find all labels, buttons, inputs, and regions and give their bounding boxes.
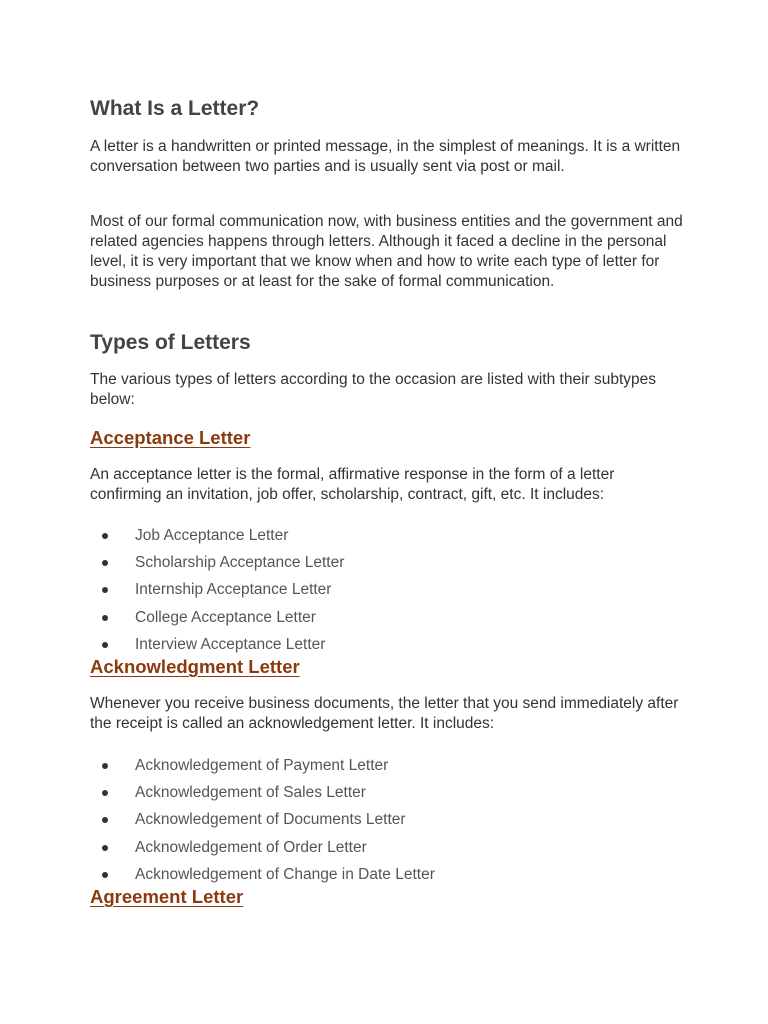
list-item bbox=[90, 553, 690, 580]
paragraph-types-intro: The various types of letters according to the occasion are listed with their subtypes below: bbox=[90, 371, 657, 408]
list-item bbox=[90, 580, 690, 607]
paragraph-acceptance-description: An acceptance letter is the formal, affirmative response in the form of a letter confirming an invitation, job offer, scholarship, contract, gift, etc. It includes: bbox=[90, 466, 615, 503]
bullet-icon bbox=[102, 533, 108, 539]
list-item bbox=[90, 608, 690, 635]
list-item-label: Internship Acceptance Letter bbox=[135, 581, 332, 599]
paragraph-letter-definition: A letter is a handwritten or printed message, in the simplest of meanings. It is a written conversation between two parties and is usually sent via post or mail. bbox=[90, 138, 681, 175]
bullet-icon bbox=[102, 642, 108, 648]
bullet-icon bbox=[102, 845, 108, 851]
list-item-label: Interview Acceptance Letter bbox=[135, 635, 326, 653]
bullet-icon bbox=[102, 560, 108, 566]
list-item bbox=[90, 526, 690, 553]
list-item bbox=[90, 783, 690, 810]
list-item-label: Acknowledgement of Change in Date Letter bbox=[135, 865, 435, 883]
bullet-icon bbox=[102, 615, 108, 621]
bullet-icon bbox=[102, 872, 108, 878]
list-item-label: College Acceptance Letter bbox=[135, 608, 316, 626]
list-acknowledgment-letters bbox=[90, 756, 690, 892]
list-item-label: Acknowledgement of Payment Letter bbox=[135, 757, 389, 774]
bullet-icon bbox=[102, 790, 108, 796]
list-item bbox=[90, 838, 690, 865]
list-item-label: Scholarship Acceptance Letter bbox=[135, 554, 345, 572]
list-item bbox=[90, 756, 690, 783]
heading-what-is-a-letter: What Is a Letter? bbox=[90, 97, 260, 120]
link-acceptance-letter[interactable]: Acceptance Letter bbox=[90, 427, 251, 448]
link-agreement-letter[interactable]: Agreement Letter bbox=[90, 886, 244, 907]
paragraph-acknowledgment-description: Whenever you receive business documents, the letter that you send immediately after the receipt is called an acknowledgement letter. It includes: bbox=[90, 695, 679, 732]
link-acknowledgment-letter[interactable]: Acknowledgment Letter bbox=[90, 656, 300, 677]
bullet-icon bbox=[102, 817, 108, 823]
paragraph-formal-communication: Most of our formal communication now, with business entities and the government and related agencies happens through letters. Although it faced a decline in the personal level, it is very important that we know when and how to write each type of letter for business purposes or at least for the sake of formal communication. bbox=[90, 213, 683, 290]
list-item-label: Acknowledgement of Order Letter bbox=[135, 838, 367, 856]
list-acceptance-letters bbox=[90, 526, 690, 662]
list-item-label: Acknowledgement of Sales Letter bbox=[135, 784, 366, 802]
heading-types-of-letters: Types of Letters bbox=[90, 331, 251, 354]
list-item-label: Acknowledgement of Documents Letter bbox=[135, 811, 406, 829]
bullet-icon bbox=[102, 763, 108, 769]
bullet-icon bbox=[102, 587, 108, 593]
list-item bbox=[90, 810, 690, 837]
list-item-label: Job Acceptance Letter bbox=[135, 527, 289, 544]
